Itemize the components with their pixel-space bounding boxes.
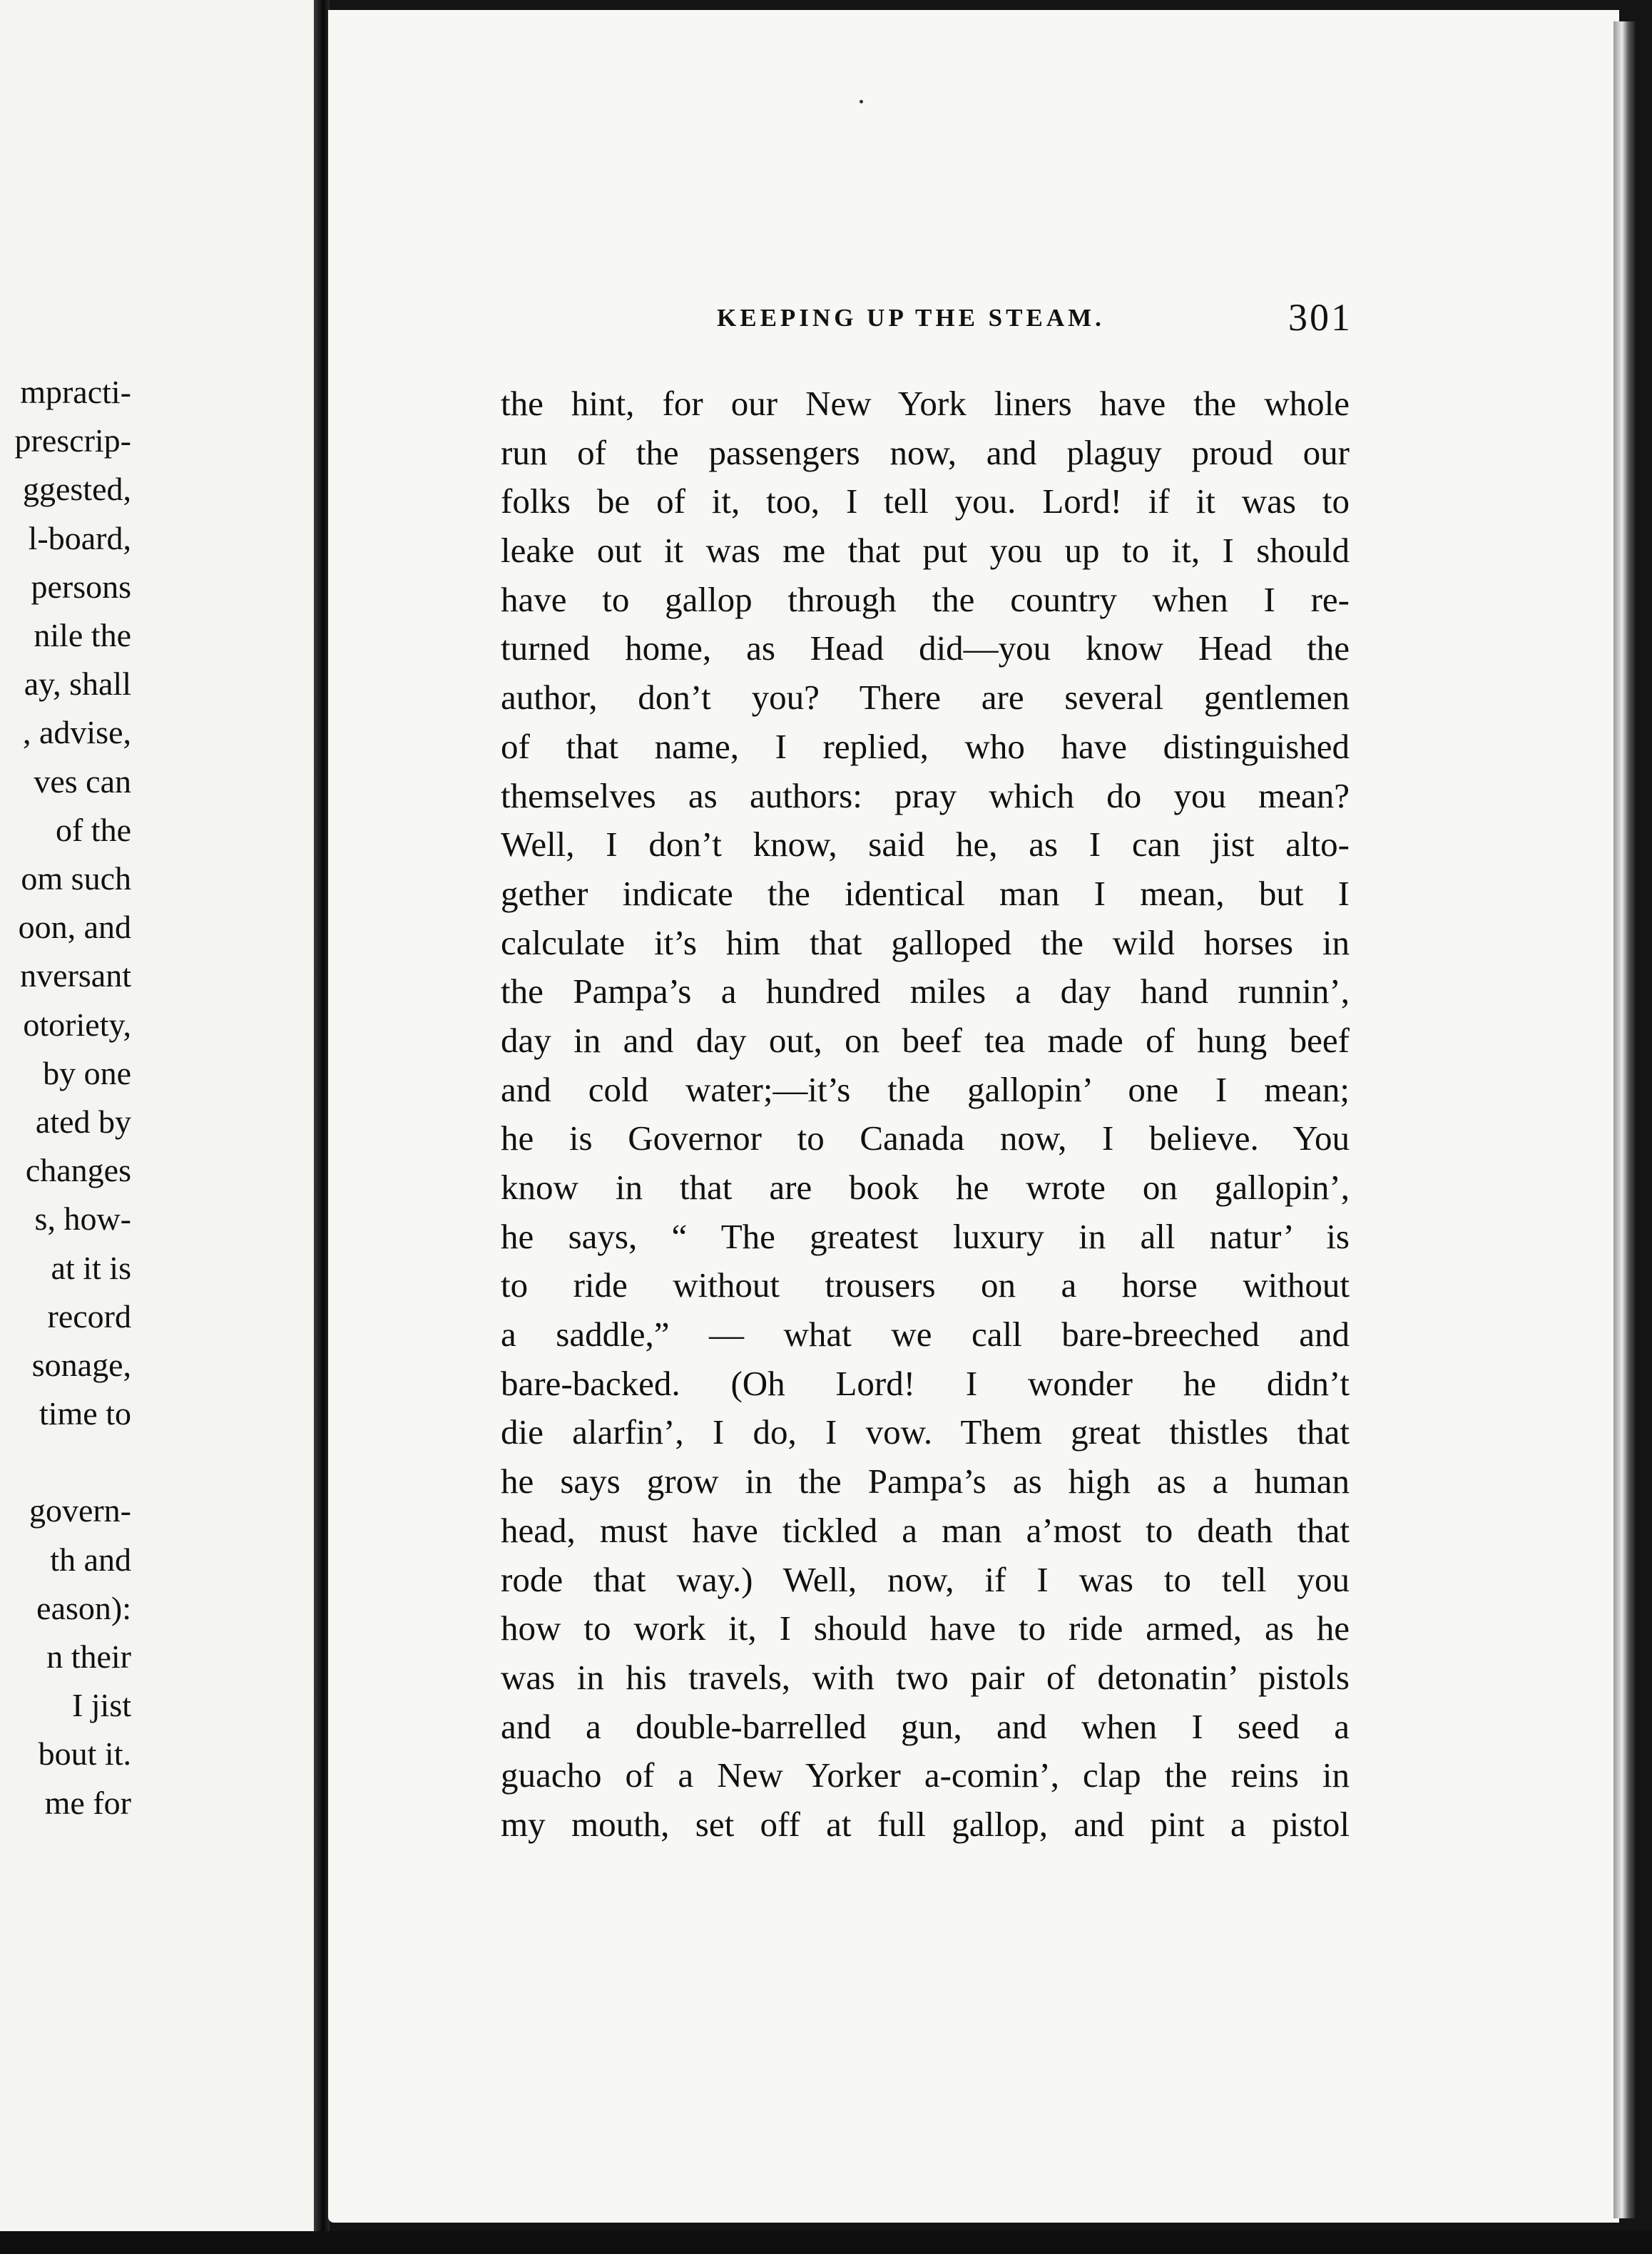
running-head: KEEPING UP THE STEAM. bbox=[717, 304, 1105, 332]
text-line: author, don’t you? There are several gentlemen bbox=[501, 678, 1350, 718]
left-page-line: sonage, bbox=[31, 1347, 131, 1384]
text-line: guacho of a New Yorker a-comin’, clap the reins in bbox=[501, 1755, 1350, 1795]
text-line: head, must have tickled a man a’most to death that bbox=[501, 1510, 1350, 1550]
scan-bottom-edge bbox=[0, 2231, 1652, 2254]
page-number: 301 bbox=[1288, 296, 1352, 339]
text-line: to ride without trousers on a horse without bbox=[501, 1265, 1350, 1305]
left-page-line: om such bbox=[21, 860, 131, 897]
text-line: the hint, for our New York liners have the whole bbox=[501, 384, 1350, 423]
left-page-line: n their bbox=[46, 1638, 131, 1676]
left-page-line: govern- bbox=[29, 1492, 131, 1529]
body-text bbox=[501, 379, 1350, 1850]
left-page-line: oon, and bbox=[18, 909, 131, 946]
text-line: day in and day out, on beef tea made of hung beef bbox=[501, 1020, 1350, 1060]
text-line: know in that are book he wrote on gallopin’, bbox=[501, 1168, 1350, 1207]
left-page-line: , advise, bbox=[22, 714, 131, 751]
text-line: was in his travels, with two pair of detonatin’ pistols bbox=[501, 1657, 1350, 1697]
left-page-line: nile the bbox=[34, 617, 131, 654]
left-page-line: l-board, bbox=[28, 519, 131, 556]
text-line: rode that way.) Well, now, if I was to tell you bbox=[501, 1559, 1350, 1599]
text-line: bare-backed. (Oh Lord! I wonder he didn’t bbox=[501, 1363, 1350, 1403]
left-page-line: record bbox=[47, 1297, 131, 1335]
page-edge bbox=[1613, 21, 1635, 2218]
text-line: have to gallop through the country when I re- bbox=[501, 579, 1350, 619]
text-line: calculate it’s him that galloped the wild horses in bbox=[501, 922, 1350, 962]
left-page-line: ay, shall bbox=[24, 666, 131, 703]
left-page-line: at it is bbox=[51, 1249, 131, 1286]
text-line: gether indicate the identical man I mean, but I bbox=[501, 873, 1350, 913]
page-speck bbox=[860, 100, 863, 103]
text-line: themselves as authors: pray which do you mean? bbox=[501, 775, 1350, 815]
left-page-line: by one bbox=[43, 1054, 131, 1091]
text-line: he says, “ The greatest luxury in all natur’ is bbox=[501, 1216, 1350, 1256]
left-page-line: mpracti- bbox=[20, 374, 131, 410]
left-page-line: nversant bbox=[20, 957, 131, 994]
text-line: leake out it was me that put you up to it, I should bbox=[501, 531, 1350, 571]
book-gutter bbox=[314, 0, 330, 2254]
text-line: run of the passengers now, and plaguy proud our bbox=[501, 432, 1350, 472]
text-line: a saddle,” — what we call bare-breeched and bbox=[501, 1315, 1350, 1355]
left-page-line: changes bbox=[25, 1152, 131, 1189]
left-page-line: s, how- bbox=[34, 1200, 131, 1238]
text-line: Well, I don’t know, said he, as I can jist alto- bbox=[501, 825, 1350, 865]
left-page-line: eason): bbox=[36, 1589, 131, 1626]
right-page bbox=[328, 10, 1619, 2223]
left-page-line: me for bbox=[44, 1784, 131, 1821]
left-page-line: otoriety, bbox=[23, 1006, 131, 1043]
text-line: die alarfin’, I do, I vow. Them great thistles that bbox=[501, 1412, 1350, 1452]
left-page-line: time to bbox=[39, 1395, 131, 1432]
left-page-line: persons bbox=[31, 568, 131, 605]
text-line: of that name, I replied, who have distinguished bbox=[501, 726, 1350, 766]
left-page-line: ves can bbox=[34, 763, 131, 800]
left-page-text bbox=[0, 368, 131, 1827]
left-page-line: th and bbox=[50, 1541, 131, 1578]
left-page-line: ated by bbox=[35, 1103, 131, 1141]
left-page-line: bout it. bbox=[38, 1735, 131, 1773]
left-page bbox=[0, 0, 320, 2254]
text-line: and a double-barrelled gun, and when I seed a bbox=[501, 1706, 1350, 1746]
left-page-line: of the bbox=[55, 811, 131, 848]
text-line: my mouth, set off at full gallop, and pint a pistol bbox=[501, 1804, 1350, 1844]
left-page-line: prescrip- bbox=[14, 422, 131, 459]
text-line: folks be of it, too, I tell you. Lord! if it was to bbox=[501, 481, 1350, 521]
text-line: the Pampa’s a hundred miles a day hand runnin’, bbox=[501, 972, 1350, 1011]
left-page-line bbox=[0, 1438, 131, 1486]
text-line: turned home, as Head did—you know Head the bbox=[501, 628, 1350, 668]
text-line: how to work it, I should have to ride armed, as he bbox=[501, 1608, 1350, 1648]
text-line: and cold water;—it’s the gallopin’ one I mean; bbox=[501, 1069, 1350, 1109]
text-line: he says grow in the Pampa’s as high as a human bbox=[501, 1462, 1350, 1501]
text-line: he is Governor to Canada now, I believe. You bbox=[501, 1118, 1350, 1158]
page-header bbox=[328, 295, 1619, 352]
left-page-line: ggested, bbox=[22, 471, 131, 508]
left-page-line: I jist bbox=[71, 1687, 131, 1724]
